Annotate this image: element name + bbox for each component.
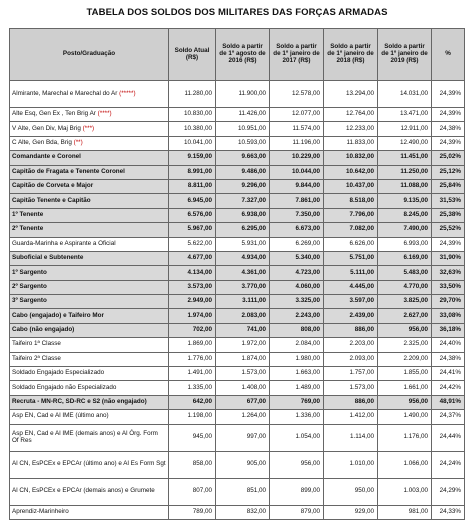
cell-ago-2016: 7.327,00 xyxy=(216,194,270,208)
cell-jan-2017: 7.350,00 xyxy=(270,208,324,222)
cell-posto xyxy=(10,208,169,222)
cell-jan-2018: 2.439,00 xyxy=(324,309,378,323)
cell-percent: 24,40% xyxy=(432,338,465,352)
rank-mark: (**) xyxy=(73,139,83,147)
cell-jan-2018: 1.010,00 xyxy=(324,451,378,478)
cell-posto xyxy=(10,280,169,294)
cell-ago-2016: 4.934,00 xyxy=(216,251,270,265)
cell-jan-2017: 879,00 xyxy=(270,505,324,519)
cell-posto xyxy=(10,478,169,505)
cell-jan-2019: 11.451,00 xyxy=(378,151,432,165)
cell-jan-2017: 3.325,00 xyxy=(270,295,324,309)
table-row xyxy=(10,280,465,294)
cell-ago-2016: 1.972,00 xyxy=(216,338,270,352)
table-row xyxy=(10,237,465,251)
cell-jan-2018: 12.233,00 xyxy=(324,122,378,136)
cell-jan-2017: 11.196,00 xyxy=(270,136,324,150)
cell-ago-2016: 3.770,00 xyxy=(216,280,270,294)
cell-percent: 24,39% xyxy=(432,237,465,251)
cell-soldo-atual: 6.576,00 xyxy=(169,208,216,222)
table-row xyxy=(10,381,465,395)
cell-jan-2017: 9.844,00 xyxy=(270,179,324,193)
cell-ago-2016: 905,00 xyxy=(216,451,270,478)
table-row xyxy=(10,136,465,150)
cell-soldo-atual: 9.159,00 xyxy=(169,151,216,165)
table-row xyxy=(10,179,465,193)
cell-jan-2018: 3.597,00 xyxy=(324,295,378,309)
rank-mark: (*****) xyxy=(119,89,136,97)
cell-jan-2019: 12.911,00 xyxy=(378,122,432,136)
cell-jan-2017: 4.723,00 xyxy=(270,266,324,280)
cell-posto xyxy=(10,505,169,519)
cell-posto xyxy=(10,266,169,280)
table-row xyxy=(10,266,465,280)
cell-jan-2019: 1.490,00 xyxy=(378,410,432,424)
cell-jan-2017: 1.054,00 xyxy=(270,424,324,451)
cell-jan-2019: 5.483,00 xyxy=(378,266,432,280)
cell-soldo-atual: 10.830,00 xyxy=(169,108,216,122)
cell-jan-2017: 6.269,00 xyxy=(270,237,324,251)
cell-jan-2018: 929,00 xyxy=(324,505,378,519)
cell-jan-2019: 7.490,00 xyxy=(378,223,432,237)
cell-posto xyxy=(10,323,169,337)
cell-jan-2017: 899,00 xyxy=(270,478,324,505)
cell-soldo-atual: 8.991,00 xyxy=(169,165,216,179)
cell-percent: 33,50% xyxy=(432,280,465,294)
cell-posto xyxy=(10,309,169,323)
cell-jan-2019: 9.135,00 xyxy=(378,194,432,208)
cell-posto xyxy=(10,122,169,136)
cell-jan-2019: 1.066,00 xyxy=(378,451,432,478)
cell-posto xyxy=(10,352,169,366)
cell-percent: 24,38% xyxy=(432,122,465,136)
cell-soldo-atual: 945,00 xyxy=(169,424,216,451)
cell-posto xyxy=(10,194,169,208)
cell-posto xyxy=(10,81,169,108)
cell-ago-2016: 851,00 xyxy=(216,478,270,505)
table-row xyxy=(10,451,465,478)
cell-jan-2018: 886,00 xyxy=(324,323,378,337)
rank-label: Aprendiz-Marinheiro xyxy=(12,507,69,515)
cell-jan-2018: 5.751,00 xyxy=(324,251,378,265)
cell-posto xyxy=(10,410,169,424)
cell-ago-2016: 9.486,00 xyxy=(216,165,270,179)
rank-label: C Alte, Gen Bda, Brig xyxy=(12,139,72,147)
cell-posto xyxy=(10,179,169,193)
cell-ago-2016: 2.083,00 xyxy=(216,309,270,323)
cell-jan-2018: 5.111,00 xyxy=(324,266,378,280)
cell-jan-2017: 10.229,00 xyxy=(270,151,324,165)
cell-percent: 25,38% xyxy=(432,208,465,222)
cell-posto xyxy=(10,338,169,352)
cell-soldo-atual: 6.945,00 xyxy=(169,194,216,208)
rank-label: V Alte, Gen Div, Maj Brig xyxy=(12,124,81,132)
cell-posto xyxy=(10,295,169,309)
cell-jan-2019: 1.661,00 xyxy=(378,381,432,395)
cell-jan-2017: 12.077,00 xyxy=(270,108,324,122)
cell-percent: 24,37% xyxy=(432,410,465,424)
cell-percent: 24,39% xyxy=(432,136,465,150)
cell-percent: 25,52% xyxy=(432,223,465,237)
cell-jan-2018: 4.445,00 xyxy=(324,280,378,294)
cell-jan-2019: 956,00 xyxy=(378,323,432,337)
cell-soldo-atual: 11.280,00 xyxy=(169,81,216,108)
rank-label: Almirante, Marechal e Marechal do Ar xyxy=(12,89,118,97)
cell-posto xyxy=(10,367,169,381)
cell-jan-2017: 1.663,00 xyxy=(270,367,324,381)
cell-ago-2016: 1.874,00 xyxy=(216,352,270,366)
cell-ago-2016: 997,00 xyxy=(216,424,270,451)
table-row xyxy=(10,309,465,323)
cell-jan-2018: 11.833,00 xyxy=(324,136,378,150)
column-header-posto: Posto/Graduação xyxy=(10,29,169,81)
cell-ago-2016: 11.900,00 xyxy=(216,81,270,108)
cell-jan-2019: 1.003,00 xyxy=(378,478,432,505)
rank-label: 3º Sargento xyxy=(12,297,47,305)
cell-soldo-atual: 4.677,00 xyxy=(169,251,216,265)
rank-mark: (***) xyxy=(82,124,95,132)
table-header-row xyxy=(10,29,465,81)
cell-ago-2016: 1.573,00 xyxy=(216,367,270,381)
cell-percent: 25,12% xyxy=(432,165,465,179)
cell-percent: 48,91% xyxy=(432,395,465,409)
cell-posto xyxy=(10,223,169,237)
cell-posto xyxy=(10,151,169,165)
table-row xyxy=(10,251,465,265)
cell-percent: 24,41% xyxy=(432,367,465,381)
rank-label: 1º Sargento xyxy=(12,268,47,276)
rank-label: Capitão de Fragata e Tenente Coronel xyxy=(12,167,125,175)
cell-jan-2018: 1.412,00 xyxy=(324,410,378,424)
table-row xyxy=(10,323,465,337)
cell-ago-2016: 10.593,00 xyxy=(216,136,270,150)
rank-label: Alte Esq, Gen Ex , Ten Brig Ar xyxy=(12,110,96,118)
cell-ago-2016: 3.111,00 xyxy=(216,295,270,309)
cell-jan-2019: 8.245,00 xyxy=(378,208,432,222)
cell-jan-2019: 11.088,00 xyxy=(378,179,432,193)
cell-jan-2018: 1.757,00 xyxy=(324,367,378,381)
cell-jan-2018: 950,00 xyxy=(324,478,378,505)
cell-percent: 24,29% xyxy=(432,478,465,505)
cell-jan-2018: 1.573,00 xyxy=(324,381,378,395)
cell-percent: 25,02% xyxy=(432,151,465,165)
cell-soldo-atual: 702,00 xyxy=(169,323,216,337)
cell-soldo-atual: 642,00 xyxy=(169,395,216,409)
table-row xyxy=(10,194,465,208)
cell-percent: 29,70% xyxy=(432,295,465,309)
rank-label: Al CN, EsPCEx e EPCAr (último ano) e Al Es Form Sgt xyxy=(12,460,166,468)
table-row xyxy=(10,165,465,179)
cell-jan-2019: 981,00 xyxy=(378,505,432,519)
cell-jan-2018: 7.082,00 xyxy=(324,223,378,237)
cell-soldo-atual: 1.869,00 xyxy=(169,338,216,352)
rank-label: Taifeiro 1ª Classe xyxy=(12,340,61,348)
cell-jan-2019: 2.627,00 xyxy=(378,309,432,323)
table-row xyxy=(10,81,465,108)
cell-jan-2017: 6.673,00 xyxy=(270,223,324,237)
cell-ago-2016: 6.938,00 xyxy=(216,208,270,222)
cell-ago-2016: 9.663,00 xyxy=(216,151,270,165)
rank-label: Asp EN, Cad e Al IME (último ano) xyxy=(12,412,109,420)
cell-jan-2018: 10.642,00 xyxy=(324,165,378,179)
rank-label: Cabo (engajado) e Taifeiro Mor xyxy=(12,311,104,319)
rank-mark: (****) xyxy=(97,110,112,118)
cell-soldo-atual: 1.974,00 xyxy=(169,309,216,323)
cell-jan-2018: 13.294,00 xyxy=(324,81,378,108)
table-row xyxy=(10,424,465,451)
table-row xyxy=(10,122,465,136)
rank-label: Asp EN, Cad e Al IME (demais anos) e Al Órg. Form Of Res xyxy=(12,429,158,444)
cell-percent: 33,08% xyxy=(432,309,465,323)
cell-posto xyxy=(10,136,169,150)
column-header-jan-2019: Soldo a partir de 1º janeiro de 2019 (R$) xyxy=(378,29,432,81)
cell-percent: 24,39% xyxy=(432,81,465,108)
cell-jan-2019: 2.325,00 xyxy=(378,338,432,352)
rank-label: 1º Tenente xyxy=(12,210,44,218)
cell-soldo-atual: 1.491,00 xyxy=(169,367,216,381)
cell-jan-2019: 12.490,00 xyxy=(378,136,432,150)
cell-jan-2018: 7.796,00 xyxy=(324,208,378,222)
table-row xyxy=(10,208,465,222)
column-header-jan-2018: Soldo a partir de 1º janeiro de 2018 (R$) xyxy=(324,29,378,81)
cell-jan-2017: 10.044,00 xyxy=(270,165,324,179)
cell-jan-2017: 956,00 xyxy=(270,451,324,478)
cell-posto xyxy=(10,451,169,478)
rank-label: Suboficial e Subtenente xyxy=(12,254,84,262)
table-row xyxy=(10,108,465,122)
rank-label: Capitão Tenente e Capitão xyxy=(12,196,91,204)
cell-jan-2019: 956,00 xyxy=(378,395,432,409)
cell-ago-2016: 10.951,00 xyxy=(216,122,270,136)
cell-percent: 24,39% xyxy=(432,108,465,122)
cell-soldo-atual: 1.776,00 xyxy=(169,352,216,366)
cell-jan-2019: 14.031,00 xyxy=(378,81,432,108)
rank-label: Cabo (não engajado) xyxy=(12,326,75,334)
cell-soldo-atual: 1.335,00 xyxy=(169,381,216,395)
rank-label: Soldado Engajado não Especializado xyxy=(12,383,117,391)
rank-label: Guarda-Marinha e Aspirante a Oficial xyxy=(12,239,116,247)
rank-label: Al CN, EsPCEx e EPCAr (demais anos) e Grumete xyxy=(12,487,155,495)
table-row xyxy=(10,410,465,424)
cell-jan-2018: 886,00 xyxy=(324,395,378,409)
cell-jan-2018: 2.093,00 xyxy=(324,352,378,366)
cell-soldo-atual: 2.949,00 xyxy=(169,295,216,309)
cell-percent: 24,38% xyxy=(432,352,465,366)
cell-ago-2016: 741,00 xyxy=(216,323,270,337)
cell-ago-2016: 5.931,00 xyxy=(216,237,270,251)
cell-soldo-atual: 1.198,00 xyxy=(169,410,216,424)
table-row xyxy=(10,367,465,381)
cell-posto xyxy=(10,237,169,251)
cell-jan-2019: 6.169,00 xyxy=(378,251,432,265)
cell-percent: 31,90% xyxy=(432,251,465,265)
table-row xyxy=(10,352,465,366)
cell-ago-2016: 9.296,00 xyxy=(216,179,270,193)
table-row xyxy=(10,295,465,309)
cell-ago-2016: 1.264,00 xyxy=(216,410,270,424)
cell-posto xyxy=(10,251,169,265)
cell-jan-2017: 769,00 xyxy=(270,395,324,409)
cell-ago-2016: 6.295,00 xyxy=(216,223,270,237)
cell-percent: 24,42% xyxy=(432,381,465,395)
cell-posto xyxy=(10,108,169,122)
rank-label: Taifeiro 2ª Classe xyxy=(12,354,61,362)
cell-soldo-atual: 807,00 xyxy=(169,478,216,505)
cell-jan-2017: 4.060,00 xyxy=(270,280,324,294)
column-header-percent: % xyxy=(432,29,465,81)
cell-jan-2017: 12.578,00 xyxy=(270,81,324,108)
cell-jan-2018: 8.518,00 xyxy=(324,194,378,208)
cell-soldo-atual: 5.967,00 xyxy=(169,223,216,237)
cell-jan-2018: 6.626,00 xyxy=(324,237,378,251)
cell-percent: 31,53% xyxy=(432,194,465,208)
cell-soldo-atual: 858,00 xyxy=(169,451,216,478)
cell-soldo-atual: 10.380,00 xyxy=(169,122,216,136)
cell-percent: 24,24% xyxy=(432,451,465,478)
cell-jan-2019: 11.250,00 xyxy=(378,165,432,179)
cell-jan-2017: 2.243,00 xyxy=(270,309,324,323)
cell-ago-2016: 4.361,00 xyxy=(216,266,270,280)
column-header-soldo-atual: Soldo Atual (R$) xyxy=(169,29,216,81)
soldos-table xyxy=(9,28,465,520)
table-row xyxy=(10,505,465,519)
cell-posto xyxy=(10,424,169,451)
cell-jan-2019: 4.770,00 xyxy=(378,280,432,294)
column-header-jan-2017: Soldo a partir de 1º janeiro de 2017 (R$) xyxy=(270,29,324,81)
rank-label: 2º Tenente xyxy=(12,225,44,233)
rank-label: Comandante e Coronel xyxy=(12,153,81,161)
cell-jan-2018: 2.203,00 xyxy=(324,338,378,352)
cell-percent: 24,44% xyxy=(432,424,465,451)
cell-jan-2018: 1.114,00 xyxy=(324,424,378,451)
cell-percent: 24,33% xyxy=(432,505,465,519)
cell-ago-2016: 1.408,00 xyxy=(216,381,270,395)
cell-soldo-atual: 5.622,00 xyxy=(169,237,216,251)
cell-percent: 32,63% xyxy=(432,266,465,280)
cell-posto xyxy=(10,165,169,179)
cell-jan-2018: 10.437,00 xyxy=(324,179,378,193)
cell-soldo-atual: 4.134,00 xyxy=(169,266,216,280)
rank-label: Recruta - MN-RC, SD-RC e S2 (não engajado) xyxy=(12,398,147,406)
cell-ago-2016: 11.426,00 xyxy=(216,108,270,122)
cell-percent: 36,18% xyxy=(432,323,465,337)
cell-jan-2019: 3.825,00 xyxy=(378,295,432,309)
cell-jan-2017: 2.084,00 xyxy=(270,338,324,352)
rank-label: 2º Sargento xyxy=(12,282,47,290)
cell-jan-2019: 1.855,00 xyxy=(378,367,432,381)
rank-label: Soldado Engajado Especializado xyxy=(12,369,105,377)
cell-jan-2018: 12.764,00 xyxy=(324,108,378,122)
cell-soldo-atual: 789,00 xyxy=(169,505,216,519)
cell-percent: 25,84% xyxy=(432,179,465,193)
cell-jan-2019: 13.471,00 xyxy=(378,108,432,122)
cell-posto xyxy=(10,381,169,395)
cell-ago-2016: 677,00 xyxy=(216,395,270,409)
table-row xyxy=(10,395,465,409)
table-row xyxy=(10,478,465,505)
table-row xyxy=(10,223,465,237)
cell-soldo-atual: 10.041,00 xyxy=(169,136,216,150)
cell-jan-2019: 6.993,00 xyxy=(378,237,432,251)
rank-label: Capitão de Corveta e Major xyxy=(12,182,94,190)
cell-jan-2017: 11.574,00 xyxy=(270,122,324,136)
cell-jan-2017: 1.336,00 xyxy=(270,410,324,424)
cell-jan-2019: 2.209,00 xyxy=(378,352,432,366)
table-row xyxy=(10,338,465,352)
table-row xyxy=(10,151,465,165)
cell-soldo-atual: 3.573,00 xyxy=(169,280,216,294)
page-title: TABELA DOS SOLDOS DOS MILITARES DAS FORÇAS ARMADAS xyxy=(86,7,388,18)
cell-jan-2017: 1.980,00 xyxy=(270,352,324,366)
cell-jan-2019: 1.176,00 xyxy=(378,424,432,451)
cell-soldo-atual: 8.811,00 xyxy=(169,179,216,193)
cell-jan-2017: 7.861,00 xyxy=(270,194,324,208)
table-body xyxy=(10,81,465,520)
column-header-ago-2016: Soldo a partir de 1º agosto de 2016 (R$) xyxy=(216,29,270,81)
cell-jan-2017: 1.489,00 xyxy=(270,381,324,395)
cell-ago-2016: 832,00 xyxy=(216,505,270,519)
cell-jan-2017: 5.340,00 xyxy=(270,251,324,265)
cell-jan-2018: 10.832,00 xyxy=(324,151,378,165)
cell-jan-2017: 808,00 xyxy=(270,323,324,337)
cell-posto xyxy=(10,395,169,409)
